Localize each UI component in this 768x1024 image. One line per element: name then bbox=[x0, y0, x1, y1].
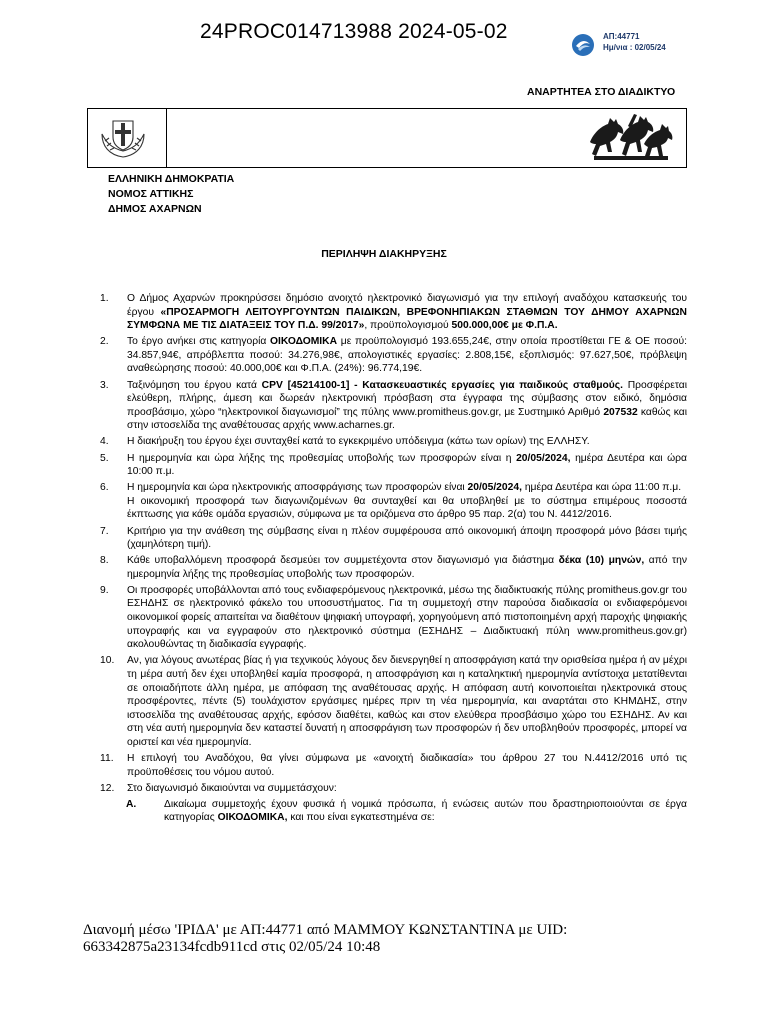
publish-notice: ΑΝΑΡΤΗΤΕΑ ΣΤΟ ΔΙΑΔΙΚΤΥΟ bbox=[527, 86, 676, 98]
item-paragraph bbox=[127, 584, 687, 652]
item-number: 12. bbox=[100, 782, 115, 794]
item-number: 8. bbox=[100, 555, 109, 567]
text-run: Ο Δήμος Αχαρνών προκηρύσσει δημόσιο ανοιχτό ηλεκτρονικό διαγωνισμό για την επιλογή αναδόχου κατασκευής του έργου bbox=[127, 293, 687, 318]
text-run: Η ημερομηνία και ώρα ηλεκτρονικής αποσφράγισης των προσφορών είναι bbox=[127, 482, 468, 494]
iris-logo-icon bbox=[571, 33, 595, 57]
emphasis-text: «ΠΡΟΣΑΡΜΟΓΗ ΛΕΙΤΟΥΡΓΟΥΝΤΩΝ ΠΑΙΔΙΚΩΝ, ΒΡΕΦΟΝΗΠΙΑΚΩΝ ΣΤΑΘΜΩΝ ΤΟΥ ΔΗΜΟΥ ΑΧΑΡΝΩΝ ΣΥΜΦΩΝΑ ΜΕ ΤΙΣ ΔΙΑΤΑΞΕΙΣ ΤΟΥ Π.Δ. 99/2017» bbox=[127, 306, 687, 332]
item-paragraph bbox=[127, 335, 687, 376]
item-number: 2. bbox=[100, 336, 109, 348]
horses-sculpture-logo-icon bbox=[584, 112, 676, 166]
text-run: Οι προσφορές υποβάλλονται από τους ενδιαφερόμενους ηλεκτρονικά, μέσω της διαδικτυακής πύλης promitheus.gov.gr του ΕΣΗΔΗΣ σε ηλεκτρονικό φάκελο του υποσυστήματος. Για τη συμμετοχή στην παρούσα διαδικασία οι ενδιαφερόμενοι οικονομικοί φορείς απαιτείται να διαθέτουν ψηφιακή υπογραφή, χορηγούμενη από πιστοποιημένη αρχή παροχής ψηφιακής υπογραφής και να εγγραφούν στο ηλεκτρονικό σύστημα (ΕΣΗΔΗΣ – Διαδικτυακή πύλη www.promitheus.gov.gr) ακολουθώντας τη διαδικασία εγγραφής. bbox=[127, 584, 687, 651]
declaration-item bbox=[100, 335, 687, 376]
item-paragraph bbox=[127, 752, 687, 779]
declaration-item bbox=[100, 452, 687, 479]
document-title: ΠΕΡΙΛΗΨΗ ΔΙΑΚΗΡΥΞΗΣ bbox=[321, 248, 447, 260]
emphasis-text: 207532 bbox=[603, 406, 638, 418]
footer-line-2: 663342875a23134fcdb911cd στις 02/05/24 10:48 bbox=[83, 939, 381, 955]
text-run: Η επιλογή του Αναδόχου, θα γίνει σύμφωνα με «ανοιχτή διαδικασία» του άρθρου 27 του Ν.4412/2016 υπό τις προϋποθέσεις του νόμου αυτού. bbox=[127, 753, 687, 778]
text-run: Η οικονομική προσφορά των διαγωνιζομένων θα συνταχθεί και θα υποβληθεί με το σύστημα επιμέρους ποσοστά έκπτωσης για κάθε ομάδα εργασιών, σύμφωνα με τα οριζόμενα στο άρθρο 95 παρ. 2(α) του Ν. 4412/2016. bbox=[127, 495, 687, 521]
declaration-item bbox=[100, 752, 687, 779]
item-paragraph bbox=[127, 292, 687, 333]
text-run: Προσφέρεται ελεύθερη, πλήρης, άμεση και δωρεάν ηλεκτρονική πρόσβαση στα έγγραφα της σύμβασης στον ειδικό, δημόσια προσβάσιμο, χώρο “ηλεκτρονικοί διαγωνισμοί” της πύλης www.promitheus.gov.gr, με Συστημικό Αριθμό bbox=[127, 379, 687, 418]
item-number: 3. bbox=[100, 379, 109, 391]
text-run: Ταξινόμηση του έργου κατά bbox=[127, 379, 262, 391]
footer-line-1: Διανομή μέσω 'ΙΡΙΔΑ' με ΑΠ:44771 από ΜΑΜΜΟΥ ΚΩΝΣΤΑΝΤΙΝΑ με UID: bbox=[83, 922, 568, 938]
declaration-items-list bbox=[100, 292, 687, 825]
text-run: με προϋπολογισμό 193.655,24€, στην οποία προστίθεται ΓΕ & ΟΕ ποσού: 34.857,94€, απρόβλεπτα ποσού: 34.276,98€, απολογιστικές εργασίες: 2.808,15€, εξοπλισμός: 97.627,50€, πρόβλεψη αναθεώρησης ποσού: 40.000,00€ και Φ.Π.Α. (24%): 96.774,19€. bbox=[127, 336, 687, 375]
item-number: 6. bbox=[100, 482, 109, 494]
item-paragraph bbox=[127, 495, 687, 522]
iris-stamp bbox=[567, 28, 697, 62]
item-number: 11. bbox=[100, 753, 114, 764]
declaration-item bbox=[100, 379, 687, 433]
text-run: Δικαίωμα συμμετοχής έχουν φυσικά ή νομικά πρόσωπα, ή ενώσεις αυτών που δραστηριοποιούνται σε έργα κατηγορίας bbox=[164, 798, 687, 824]
item-paragraph bbox=[127, 481, 687, 495]
item-paragraph bbox=[127, 654, 687, 749]
text-run: , προϋπολογισμού bbox=[364, 320, 452, 332]
letterhead-divider bbox=[166, 109, 167, 167]
subitem-letter: Α. bbox=[126, 798, 137, 810]
declaration-item bbox=[100, 435, 687, 449]
text-run: Αν, για λόγους ανωτέρας βίας ή για τεχνικούς λόγους δεν διενεργηθεί η αποσφράγιση κατά την ορισθείσα ημέρα ή αν μέχρι τη μέρα αυτή δεν έχει υποβληθεί καμία προσφορά, η αποσφράγιση και η καταληκτική ημερομηνία αντίστοιχα μετατίθενται σε οποιαδήποτε άλλη ημέρα, με απόφαση της αναθέτουσας αρχής. Η απόφαση αυτή κοινοποιείται ηλεκτρονικά στους προσφέροντες, πέντε (5) τουλάχιστον εργάσιμες ημέρες πριν τη νέα ημερομηνία, και αναρτάται στο ΚΗΜΔΗΣ, στην ιστοσελίδα της αναθέτουσας αρχής, εφόσον διαθέτει, καθώς και στον ελεύθερα προσβάσιμο χώρο του ΕΣΗΔΗΣ. Αν και στη νέα αυτή ημερομηνία δεν καταστεί δυνατή η αποσφράγιση των προσφορών ή δεν υποβληθούν προσφορές, μπορεί να οριστεί και νέα ημερομηνία. bbox=[127, 655, 687, 748]
emphasis-text: δέκα (10) μηνών, bbox=[558, 555, 645, 567]
declaration-item bbox=[100, 525, 687, 552]
text-run: Η διακήρυξη του έργου έχει συνταχθεί κατά το εγκεκριμένο υπόδειγμα (κάτω των ορίων) της ΕΛΛΗΣΥ. bbox=[127, 436, 590, 448]
emphasis-text: 20/05/2024, bbox=[467, 482, 522, 494]
item-paragraph bbox=[127, 782, 687, 796]
item-number: 1. bbox=[100, 293, 109, 304]
text-run: από την ημερομηνία λήξης της προθεσμίας υποβολής των προσφορών. bbox=[127, 555, 687, 580]
emphasis-text: CPV [45214100-1] - Κατασκευαστικές εργασίες για παιδικούς σταθμούς. bbox=[261, 379, 623, 391]
text-run: καθώς και στην ιστοσελίδα της αναθέτουσας αρχής www.acharnes.gr. bbox=[127, 406, 687, 432]
item-number: 5. bbox=[100, 452, 109, 464]
declaration-item bbox=[100, 654, 687, 749]
item-number: 7. bbox=[100, 525, 109, 537]
org-municipality: ΔΗΜΟΣ ΑΧΑΡΝΩΝ bbox=[108, 203, 202, 215]
item-number: 4. bbox=[100, 436, 109, 448]
item-paragraph bbox=[127, 435, 687, 449]
text-run: Η ημερομηνία και ώρα λήξης της προθεσμίας υποβολής των προσφορών είναι η bbox=[127, 452, 517, 464]
emphasis-text: ΟΙΚΟΔΟΜΙΚΑ, bbox=[217, 812, 288, 824]
text-run: Το έργο ανήκει στις κατηγορία bbox=[127, 336, 271, 348]
protocol-reference: 24PROC014713988 2024-05-02 bbox=[200, 20, 508, 43]
org-prefecture: ΝΟΜΟΣ ΑΤΤΙΚΗΣ bbox=[108, 188, 194, 200]
item-paragraph bbox=[127, 525, 687, 552]
org-country: ΕΛΛΗΝΙΚΗ ΔΗΜΟΚΡΑΤΙΑ bbox=[108, 173, 235, 185]
item-number: 10. bbox=[100, 655, 115, 667]
item-paragraph bbox=[127, 554, 687, 581]
distribution-footer bbox=[83, 922, 703, 956]
emphasis-text: 20/05/2024, bbox=[516, 452, 571, 464]
letterhead-box bbox=[87, 108, 687, 168]
stamp-protocol-number: ΑΠ:44771 bbox=[603, 32, 640, 41]
emphasis-text: 500.000,00€ με Φ.Π.Α. bbox=[451, 320, 558, 332]
text-run: Στο διαγωνισμό δικαιούνται να συμμετάσχουν: bbox=[127, 782, 337, 794]
item-number: 9. bbox=[100, 584, 109, 596]
text-run: και που είναι εγκατεστημένα σε: bbox=[287, 812, 435, 824]
greek-coat-of-arms-icon bbox=[96, 113, 150, 165]
stamp-date: Ημ/νια : 02/05/24 bbox=[603, 43, 666, 52]
declaration-item bbox=[100, 584, 687, 652]
declaration-item bbox=[100, 292, 687, 333]
emphasis-text: ΟΙΚΟΔΟΜΙΚΑ bbox=[270, 336, 338, 348]
item-12-subitem-a bbox=[100, 798, 687, 825]
text-run: ημέρα Δευτέρα και ώρα 10:00 π.μ. bbox=[127, 452, 687, 478]
declaration-item bbox=[100, 554, 687, 581]
item-paragraph bbox=[127, 379, 687, 433]
declaration-item bbox=[100, 782, 687, 796]
item-paragraph bbox=[127, 452, 687, 479]
declaration-item bbox=[100, 481, 687, 522]
text-run: ημέρα Δευτέρα και ώρα 11:00 π.μ. bbox=[521, 482, 682, 494]
text-run: Κριτήριο για την ανάθεση της σύμβασης είναι η πλέον συμφέρουσα από οικονομική άποψη προσφορά μόνο βάσει τιμής (χαμηλότερη τιμή). bbox=[127, 525, 687, 551]
text-run: Κάθε υποβαλλόμενη προσφορά δεσμεύει τον συμμετέχοντα στον διαγωνισμό για διάστημα bbox=[127, 555, 559, 567]
